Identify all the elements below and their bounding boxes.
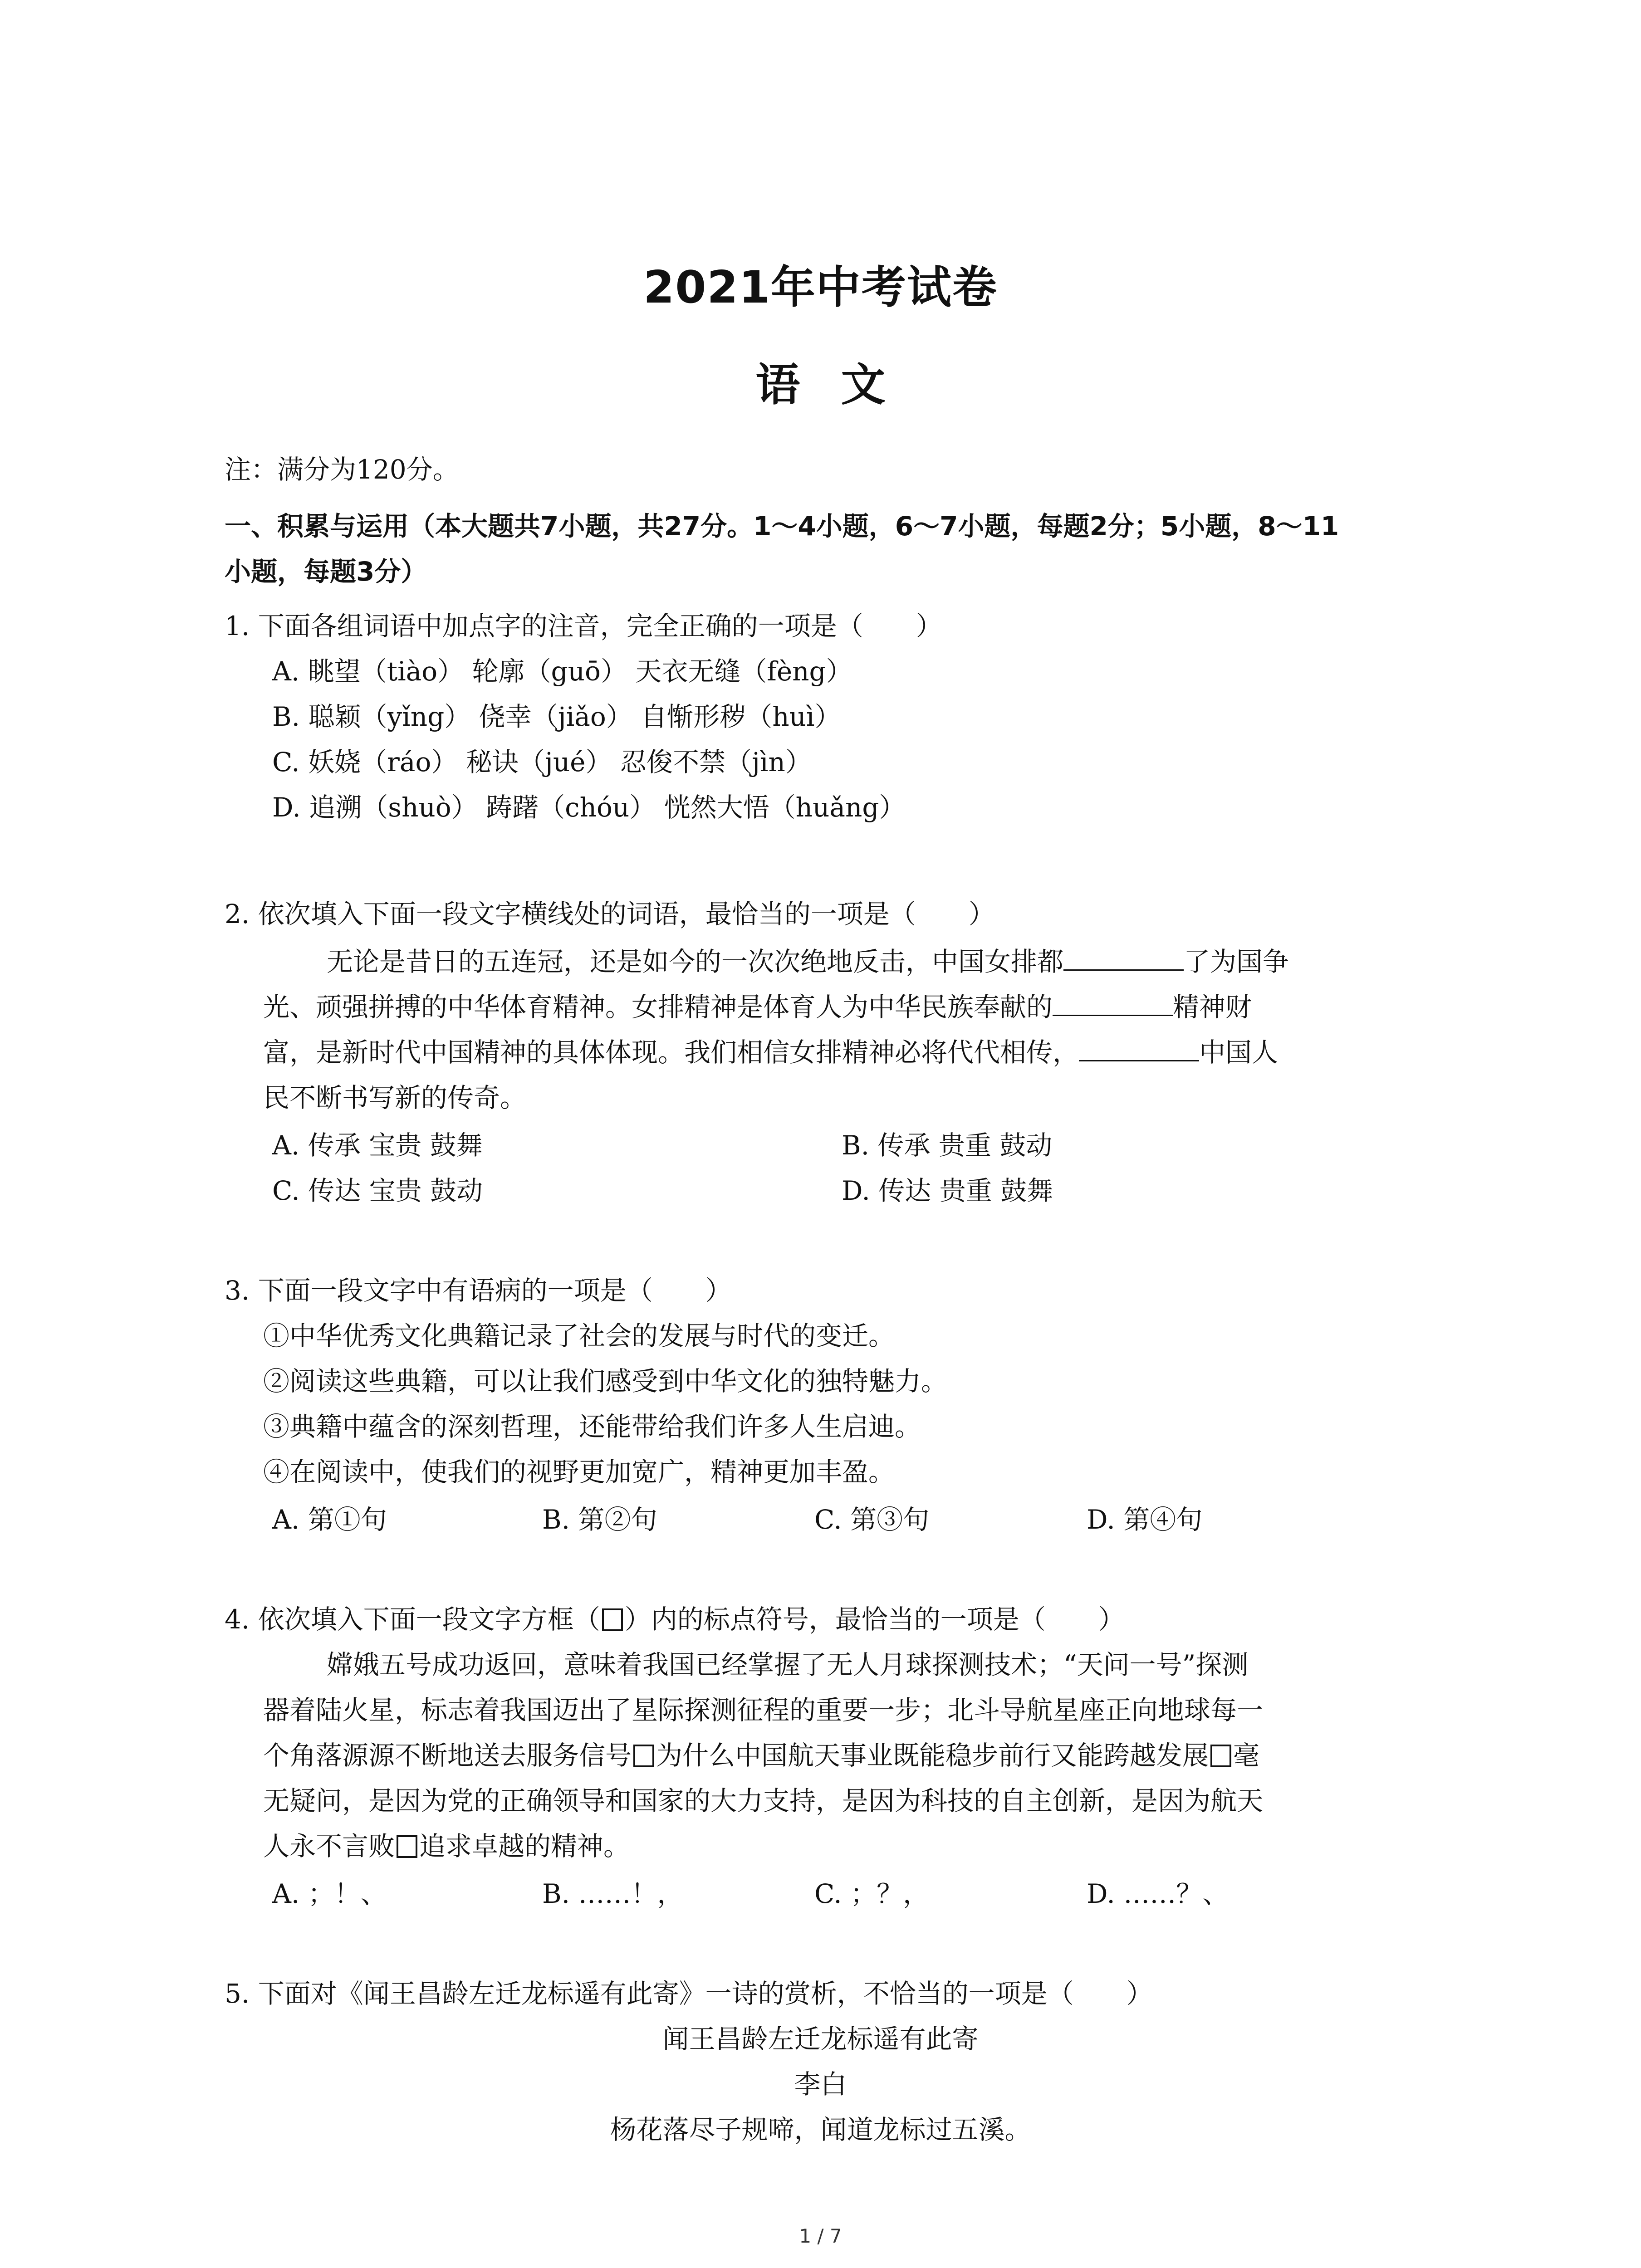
q2-passage-line2: [263, 989, 1252, 1025]
q2-option-a: A. 传承 宝贵 鼓舞: [272, 1130, 483, 1161]
q2-text: 光、顽强拼搏的中华体育精神。女排精神是体育人为中华民族奉献的: [263, 992, 1053, 1022]
section-heading-line2: 小题，每题3分）: [225, 556, 427, 587]
q2-passage-line1: [327, 943, 1289, 980]
q2-text: 精神财: [1173, 992, 1252, 1022]
q1-option-d: D. 追溯（shuò） 踌躇（chóu） 恍然大悟（huǎng）: [272, 792, 906, 823]
q3-sentence-1: ①中华优秀文化典籍记录了社会的发展与时代的变迁。: [263, 1320, 895, 1351]
q3-option-d: D. 第④句: [1087, 1504, 1203, 1535]
q2-text: 无论是昔日的五连冠，还是如今的一次次绝地反击，中国女排都: [327, 946, 1064, 977]
q4-passage-line2: 器着陆火星，标志着我国迈出了星际探测征程的重要一步；北斗导航星座正向地球每一: [263, 1695, 1264, 1725]
q2-stem: 2. 依次填入下面一段文字横线处的词语，最恰当的一项是（ ）: [225, 899, 995, 929]
q2-text: 富，是新时代中国精神的具体体现。我们相信女排精神必将代代相传，: [263, 1037, 1079, 1068]
q1-option-c: C. 妖娆（ráo） 秘诀（jué） 忍俊不禁（jìn）: [272, 747, 812, 777]
poem-author: 李白: [794, 2069, 847, 2100]
q3-sentence-4: ④在阅读中，使我们的视野更加宽广，精神更加丰盈。: [263, 1457, 895, 1487]
q2-option-c: C. 传达 宝贵 鼓动: [272, 1175, 483, 1206]
score-note: 注：满分为120分。: [225, 454, 459, 485]
q4-stem: [225, 1601, 1125, 1637]
q4-text: 人永不言败: [263, 1831, 395, 1862]
q4-text: 为什么中国航天事业既能稳步前行又能跨越发展: [656, 1740, 1209, 1771]
fill-blank: [1079, 1037, 1199, 1061]
q2-option-b: B. 传承 贵重 鼓动: [842, 1130, 1053, 1161]
fill-blank: [1053, 992, 1173, 1016]
punctuation-box: [1210, 1745, 1231, 1767]
poem-line-1: 杨花落尽子规啼，闻道龙标过五溪。: [610, 2114, 1031, 2145]
q4-option-d: D. ……？、: [1087, 1878, 1229, 1909]
q4-text: ）内的标点符号，最恰当的一项是（ ）: [624, 1604, 1125, 1635]
q4-option-c: C. ；？，: [814, 1878, 930, 1909]
q3-option-c: C. 第③句: [814, 1504, 930, 1535]
exam-title: 2021年中考试卷: [643, 262, 998, 313]
poem-title: 闻王昌龄左迁龙标遥有此寄: [662, 2024, 979, 2054]
q2-text: 中国人: [1199, 1037, 1279, 1068]
q4-text: 4. 依次填入下面一段文字方框（: [225, 1604, 600, 1635]
q3-option-a: A. 第①句: [272, 1504, 387, 1535]
q4-option-b: B. ……！，: [542, 1878, 684, 1909]
q2-text: 了为国争: [1184, 946, 1289, 977]
page-number: 1 / 7: [799, 2225, 842, 2247]
q3-option-b: B. 第②句: [542, 1504, 657, 1535]
q3-stem: 3. 下面一段文字中有语病的一项是（ ）: [225, 1275, 732, 1306]
q4-passage-line1: 嫦娥五号成功返回，意味着我国已经掌握了无人月球探测技术；“天问一号”探测: [327, 1649, 1249, 1680]
exam-subject: 语文: [755, 359, 926, 411]
q3-sentence-2: ②阅读这些典籍，可以让我们感受到中华文化的独特魅力。: [263, 1366, 948, 1397]
q1-option-b: B. 聪颖（yǐng） 侥幸（jiǎo） 自惭形秽（huì）: [272, 701, 841, 732]
q2-passage-line4: 民不断书写新的传奇。: [263, 1082, 527, 1113]
punctuation-box: [633, 1745, 654, 1767]
q1-stem: 1. 下面各组词语中加点字的注音，完全正确的一项是（ ）: [225, 611, 942, 641]
q4-text: 毫: [1233, 1740, 1260, 1771]
q3-sentence-3: ③典籍中蕴含的深刻哲理，还能带给我们许多人生启迪。: [263, 1411, 921, 1442]
q4-passage-line3: [263, 1737, 1259, 1774]
q5-stem: 5. 下面对《闻王昌龄左迁龙标遥有此寄》一诗的赏析，不恰当的一项是（ ）: [225, 1978, 1153, 2009]
q4-passage-line4: 无疑问，是因为党的正确领导和国家的大力支持，是因为科技的自主创新，是因为航天: [263, 1785, 1264, 1816]
fill-blank: [1063, 947, 1184, 971]
section-heading-line1: 一、积累与运用（本大题共7小题，共27分。1～4小题，6～7小题，每题2分；5小题，8～11: [225, 511, 1339, 542]
q4-text: 追求卓越的精神。: [419, 1831, 630, 1862]
q4-text: 个角落源源不断地送去服务信号: [263, 1740, 632, 1771]
q2-option-d: D. 传达 贵重 鼓舞: [842, 1175, 1053, 1206]
punctuation-box: [397, 1835, 417, 1858]
q2-passage-line3: [263, 1034, 1278, 1070]
q1-option-a: A. 眺望（tiào） 轮廓（guō） 天衣无缝（fèng）: [272, 656, 852, 687]
q4-passage-line5: [263, 1828, 630, 1864]
punctuation-box: [602, 1608, 623, 1631]
q4-option-a: A. ；！、: [272, 1878, 387, 1909]
